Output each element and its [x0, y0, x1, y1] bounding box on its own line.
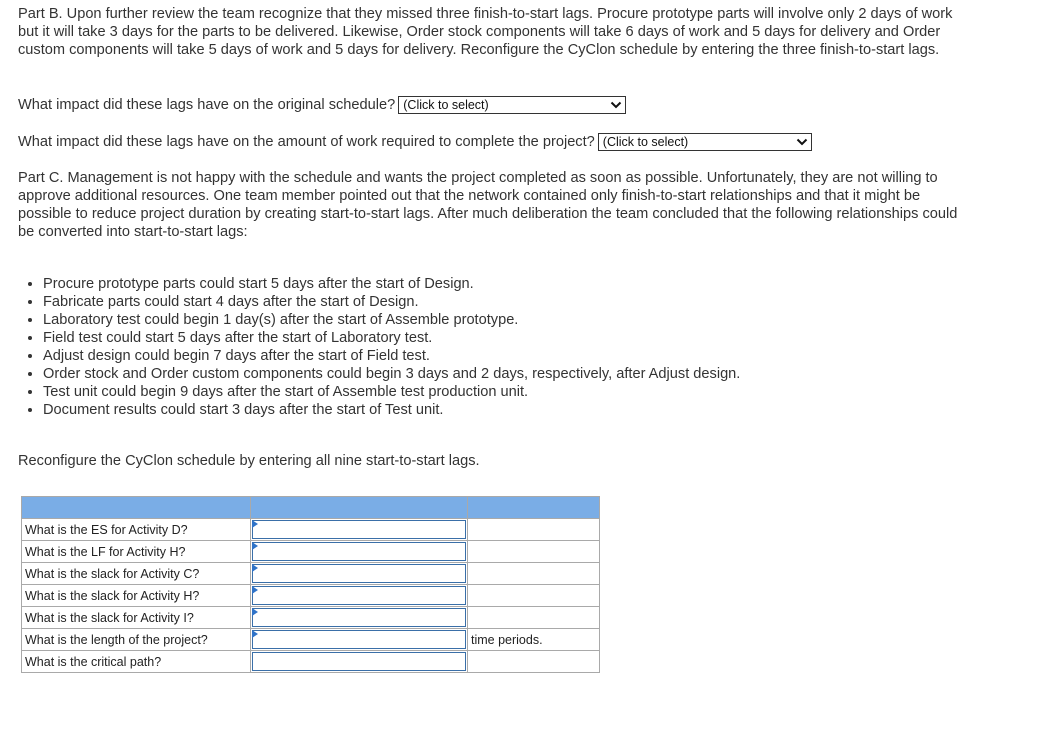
- question-1-select-value: (Click to select): [403, 98, 489, 112]
- answer-table: [21, 496, 600, 673]
- row-unit: time periods.: [468, 629, 600, 651]
- part-c-paragraph: Part C. Management is not happy with the schedule and wants the project completed as soon as possible. Unfortunately, they are not willing to approve additional resources. One team member pointed out that the network contained only finish-to-start relationships and that it might be possible to reduce project duration by creating start-to-start lags. After much deliberation the team concluded that the following relationships could be converted into start-to-start lags:: [18, 170, 958, 240]
- table-row: [22, 519, 600, 541]
- part-b-paragraph: Part B. Upon further review the team recognize that they missed three finish-to-start lags. Procure prototype parts will involve only 2 days of work but it will take 3 days for the parts to be delivered. Likewise, Order stock components will take 6 days of work and 5 days for delivery and Order custom components will take 5 days of work and 5 days for delivery. Reconfigure the CyClon schedule by entering the three finish-to-start lags.: [18, 6, 953, 58]
- table-row: [22, 651, 600, 673]
- flag-icon: [252, 608, 258, 616]
- answer-input-es-d[interactable]: [251, 519, 468, 541]
- question-2: [18, 133, 968, 151]
- row-unit: [468, 607, 600, 629]
- lag-list: [18, 275, 740, 419]
- table-row: [22, 541, 600, 563]
- row-unit: [468, 541, 600, 563]
- chevron-down-icon: [610, 100, 622, 110]
- list-item: • Fabricate parts could start 4 days after the start of Design.: [43, 293, 740, 311]
- list-item: • Field test could start 5 days after the start of Laboratory test.: [43, 329, 740, 347]
- list-item: • Document results could start 3 days after the start of Test unit.: [43, 401, 740, 419]
- table-row: [22, 563, 600, 585]
- question-1-select[interactable]: [398, 96, 626, 114]
- answer-input-project-length[interactable]: [251, 629, 468, 651]
- flag-icon: [252, 586, 258, 594]
- list-item: • Procure prototype parts could start 5 days after the start of Design.: [43, 275, 740, 293]
- reconfigure-instruction: Reconfigure the CyClon schedule by entering all nine start-to-start lags.: [18, 453, 480, 469]
- table-row: [22, 585, 600, 607]
- answer-input-critical-path[interactable]: [251, 651, 468, 673]
- row-question: What is the ES for Activity D?: [22, 519, 251, 541]
- row-question: What is the LF for Activity H?: [22, 541, 251, 563]
- flag-icon: [252, 630, 258, 638]
- flag-icon: [252, 542, 258, 550]
- table-header-row: [22, 497, 600, 519]
- flag-icon: [252, 564, 258, 572]
- table-row: [22, 629, 600, 651]
- answer-input-slack-i[interactable]: [251, 607, 468, 629]
- question-1: [18, 96, 968, 114]
- row-question: What is the slack for Activity H?: [22, 585, 251, 607]
- flag-icon: [252, 520, 258, 528]
- row-unit: [468, 651, 600, 673]
- row-question: What is the critical path?: [22, 651, 251, 673]
- question-2-select-value: (Click to select): [602, 135, 689, 149]
- row-question: What is the slack for Activity I?: [22, 607, 251, 629]
- question-2-label: What impact did these lags have on the amount of work required to complete the project?: [18, 134, 595, 150]
- question-1-label: What impact did these lags have on the original schedule?: [18, 97, 396, 113]
- answer-input-slack-h[interactable]: [251, 585, 468, 607]
- answer-input-slack-c[interactable]: [251, 563, 468, 585]
- row-question: What is the slack for Activity C?: [22, 563, 251, 585]
- table-row: [22, 607, 600, 629]
- row-unit: [468, 563, 600, 585]
- list-item: • Order stock and Order custom components could begin 3 days and 2 days, respectively, after Adjust design.: [43, 365, 740, 383]
- chevron-down-icon: [796, 137, 808, 147]
- question-2-select[interactable]: [598, 133, 812, 151]
- list-item: • Laboratory test could begin 1 day(s) after the start of Assemble prototype.: [43, 311, 740, 329]
- row-unit: [468, 519, 600, 541]
- list-item: • Adjust design could begin 7 days after the start of Field test.: [43, 347, 740, 365]
- answer-input-lf-h[interactable]: [251, 541, 468, 563]
- list-item: • Test unit could begin 9 days after the start of Assemble test production unit.: [43, 383, 740, 401]
- row-question: What is the length of the project?: [22, 629, 251, 651]
- row-unit: [468, 585, 600, 607]
